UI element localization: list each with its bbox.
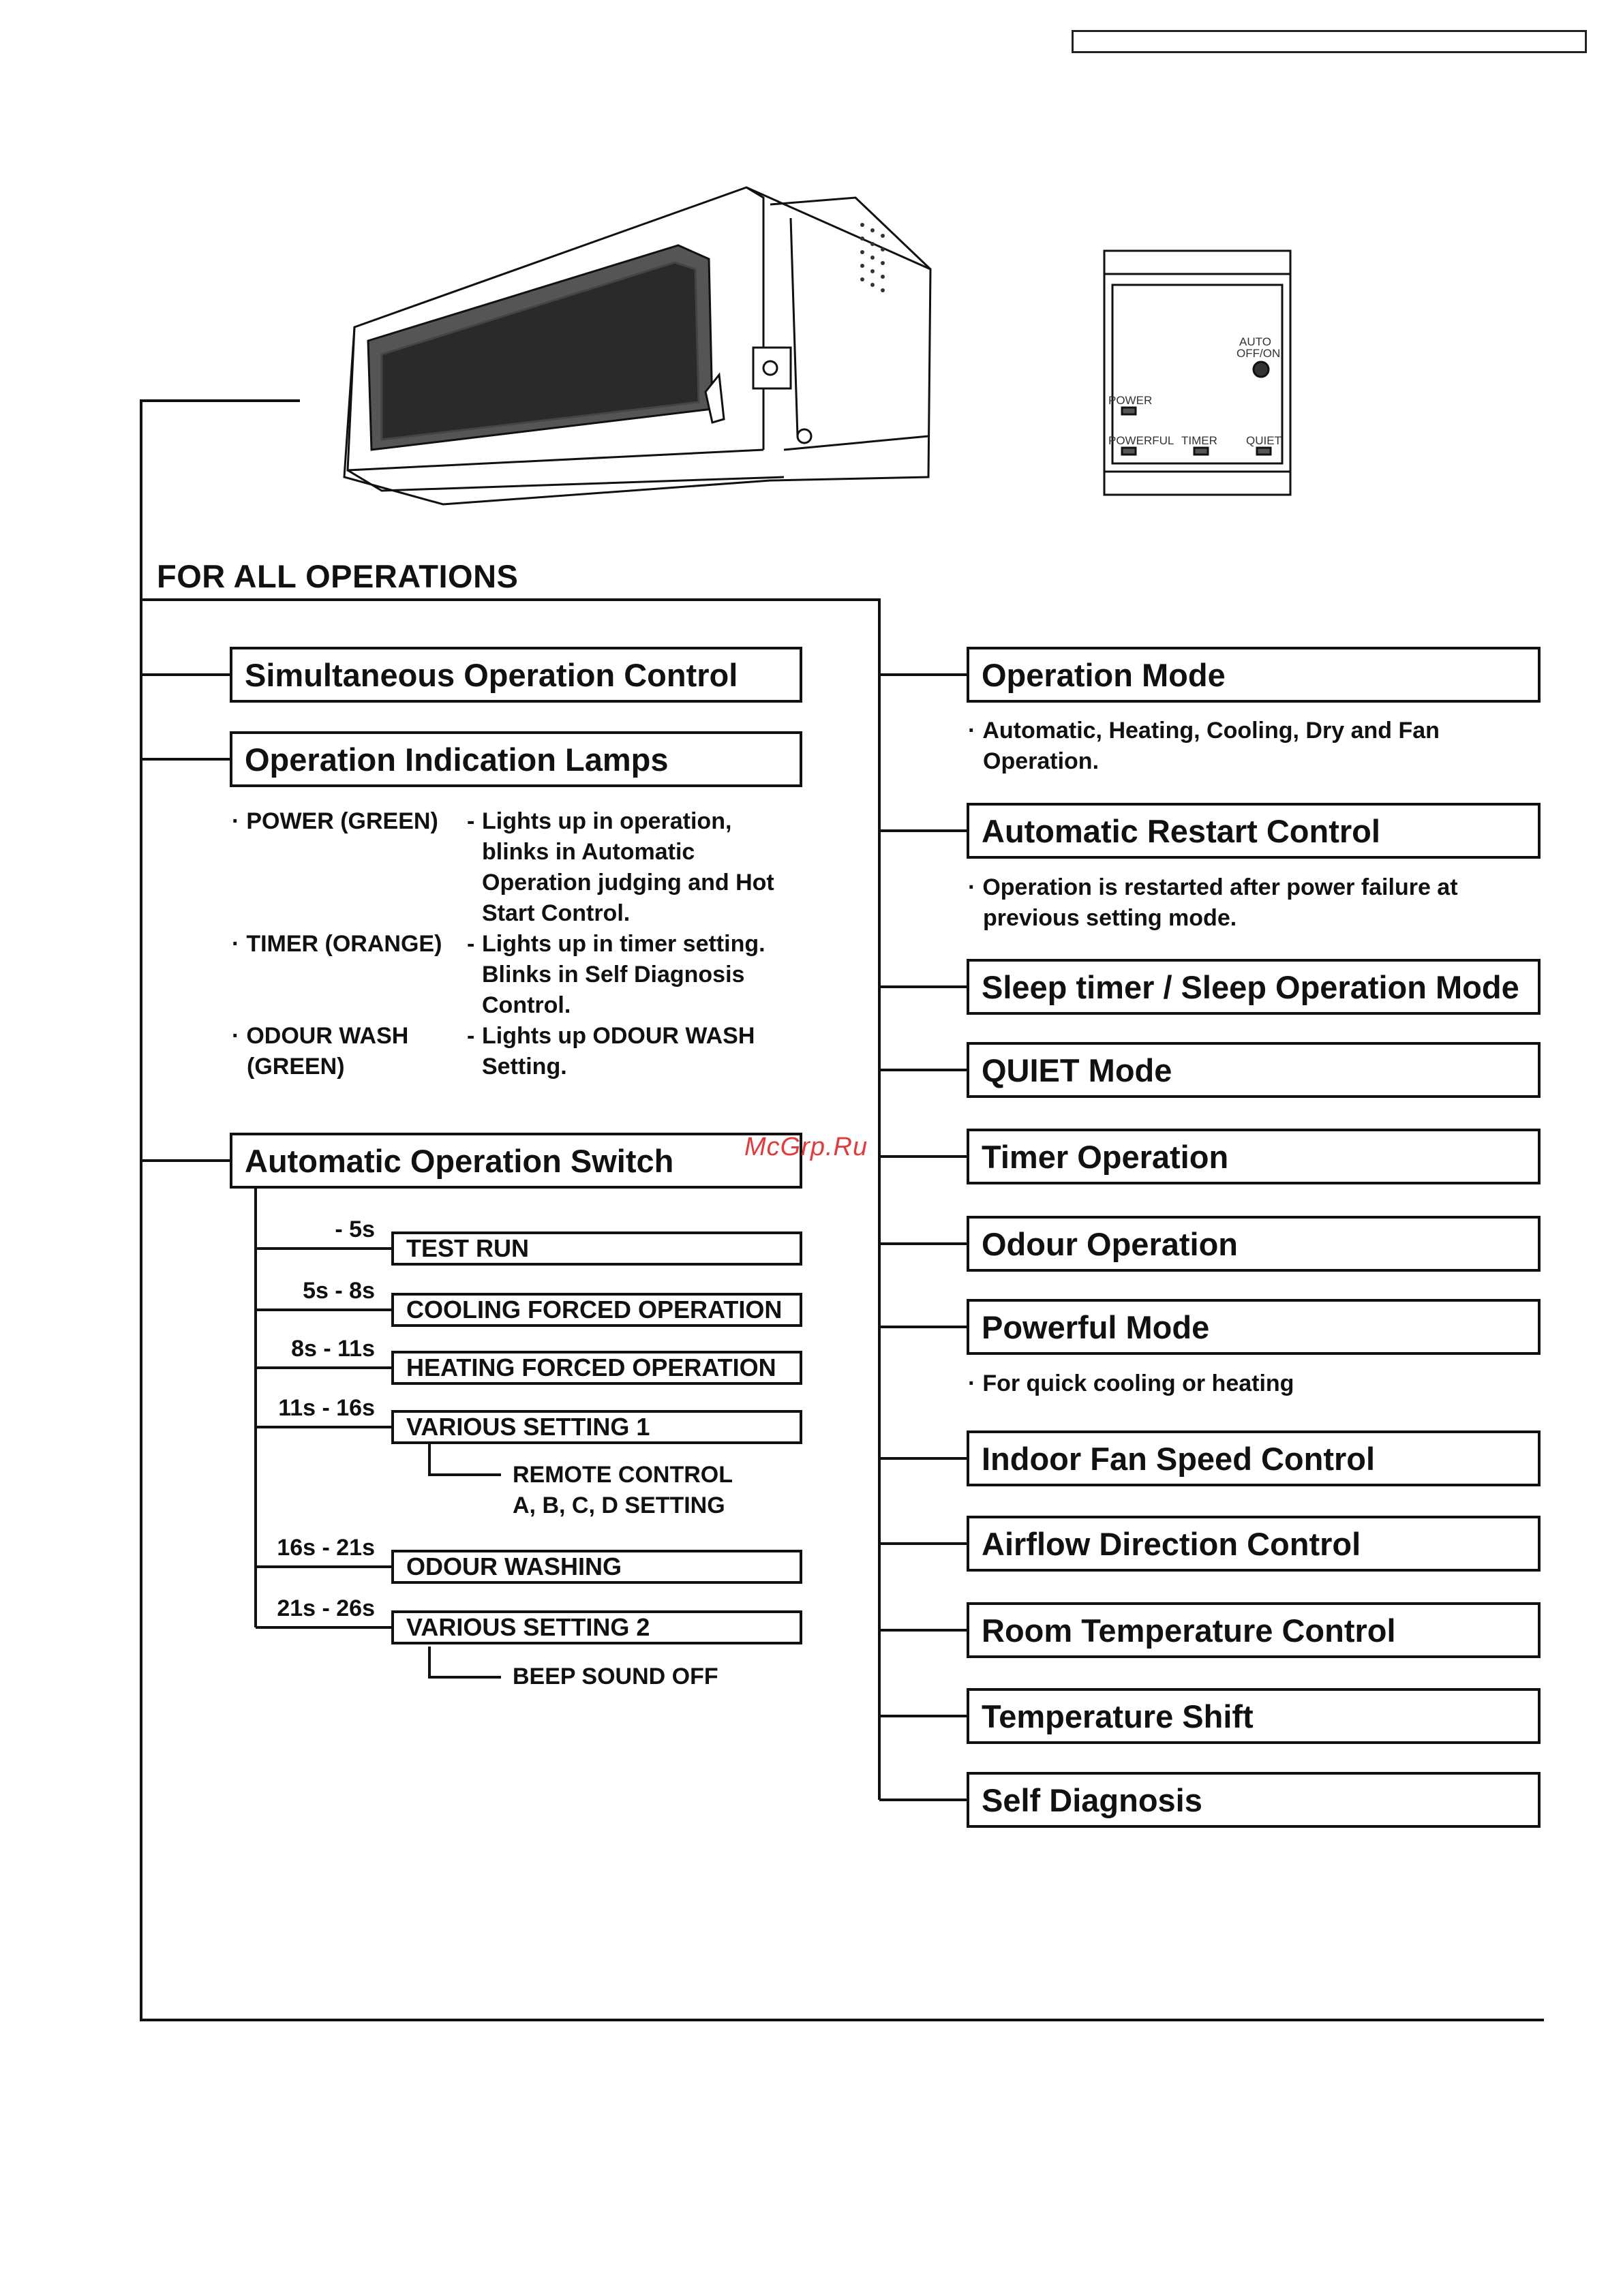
panel-auto-label: AUTO	[1239, 335, 1271, 348]
display-panel-illustration	[1104, 251, 1290, 495]
desc-line: Lights up ODOUR WASH	[482, 1023, 755, 1049]
sub-line: REMOTE CONTROL	[513, 1462, 733, 1488]
switch-item-heating-forced: HEATING FORCED OPERATION	[391, 1351, 802, 1385]
note-line: Operation.	[983, 748, 1099, 774]
lamp-note-label2: (GREEN)	[247, 1054, 345, 1080]
indoor-unit-illustration	[344, 187, 930, 504]
switch-time: 21s - 26s	[277, 1595, 375, 1621]
lamp-note-power-dash: -	[467, 808, 475, 834]
lamp-note-timer-desc	[482, 929, 765, 1021]
desc-line: blinks in Automatic	[482, 839, 695, 865]
switch-item-test-run: TEST RUN	[391, 1231, 802, 1266]
watermark-text: McGrp.Ru	[744, 1133, 868, 1161]
note-line: For quick cooling or heating	[982, 1371, 1294, 1396]
lamp-note-label: TIMER (ORANGE)	[246, 931, 442, 957]
setting1-sub	[513, 1460, 733, 1521]
desc-line: Control.	[482, 992, 571, 1018]
lamp-note-label: POWER (GREEN)	[246, 808, 438, 834]
operation-mode-box: Operation Mode	[967, 647, 1541, 703]
desc-line: Start Control.	[482, 900, 631, 926]
timer-operation-box: Timer Operation	[967, 1129, 1541, 1184]
switch-time: 8s - 11s	[291, 1336, 375, 1362]
automatic-restart-box: Automatic Restart Control	[967, 803, 1541, 859]
switch-item-various-setting-1: VARIOUS SETTING 1	[391, 1410, 802, 1444]
note-line: Automatic, Heating, Cooling, Dry and Fan	[982, 718, 1440, 744]
powerful-mode-box: Powerful Mode	[967, 1299, 1541, 1355]
switch-time: 16s - 21s	[277, 1535, 375, 1561]
desc-line: Operation judging and Hot	[482, 870, 774, 896]
lamp-note-timer-dash: -	[467, 931, 475, 957]
switch-item-various-setting-2: VARIOUS SETTING 2	[391, 1610, 802, 1644]
lamp-note-odour: · ODOUR WASH (GREEN)	[232, 1021, 408, 1082]
panel-timer-label: TIMER	[1181, 434, 1217, 447]
switch-time: 5s - 8s	[303, 1278, 375, 1304]
powerful-mode-note: · For quick cooling or heating	[968, 1371, 1294, 1396]
lamp-note-timer: · TIMER (ORANGE)	[232, 931, 442, 957]
lamp-note-label: ODOUR WASH	[246, 1023, 409, 1049]
panel-powerful-label: POWERFUL	[1108, 434, 1174, 447]
odour-operation-box: Odour Operation	[967, 1216, 1541, 1272]
desc-line: Setting.	[482, 1054, 567, 1080]
lamp-note-power-desc	[482, 806, 774, 929]
switch-item-odour-washing: ODOUR WASHING	[391, 1550, 802, 1584]
sleep-timer-box: Sleep timer / Sleep Operation Mode	[967, 959, 1541, 1015]
automatic-operation-switch-box: Automatic Operation Switch	[230, 1133, 802, 1189]
desc-line: Lights up in timer setting.	[482, 931, 765, 957]
airflow-direction-box: Airflow Direction Control	[967, 1516, 1541, 1572]
operation-mode-note: · Automatic, Heating, Cooling, Dry and Fan Operation.	[968, 716, 1440, 777]
note-line: Operation is restarted after power failure at	[982, 874, 1458, 900]
note-line: previous setting mode.	[983, 905, 1237, 931]
panel-offon-label: OFF/ON	[1237, 347, 1281, 360]
room-temperature-box: Room Temperature Control	[967, 1602, 1541, 1658]
indoor-fan-speed-box: Indoor Fan Speed Control	[967, 1430, 1541, 1486]
desc-line: Blinks in Self Diagnosis	[482, 962, 745, 988]
lamp-note-power: · POWER (GREEN)	[232, 808, 438, 834]
simultaneous-operation-box: Simultaneous Operation Control	[230, 647, 802, 703]
sub-line: A, B, C, D SETTING	[513, 1493, 725, 1518]
desc-line: Lights up in operation,	[482, 808, 732, 834]
switch-item-cooling-forced: COOLING FORCED OPERATION	[391, 1293, 802, 1327]
panel-quiet-label: QUIET	[1246, 434, 1281, 447]
self-diagnosis-box: Self Diagnosis	[967, 1772, 1541, 1828]
quiet-mode-box: QUIET Mode	[967, 1042, 1541, 1098]
temperature-shift-box: Temperature Shift	[967, 1688, 1541, 1744]
switch-time: - 5s	[335, 1216, 375, 1242]
section-title: FOR ALL OPERATIONS	[157, 558, 519, 594]
switch-time: 11s - 16s	[278, 1395, 375, 1421]
automatic-restart-note: · Operation is restarted after power failure at previous setting mode.	[968, 872, 1458, 934]
lamp-note-odour-dash: -	[467, 1023, 475, 1049]
panel-power-label: POWER	[1108, 394, 1153, 407]
lamp-note-odour-desc	[482, 1021, 755, 1082]
setting2-sub: BEEP SOUND OFF	[513, 1664, 718, 1689]
operation-indication-lamps-box: Operation Indication Lamps	[230, 731, 802, 787]
